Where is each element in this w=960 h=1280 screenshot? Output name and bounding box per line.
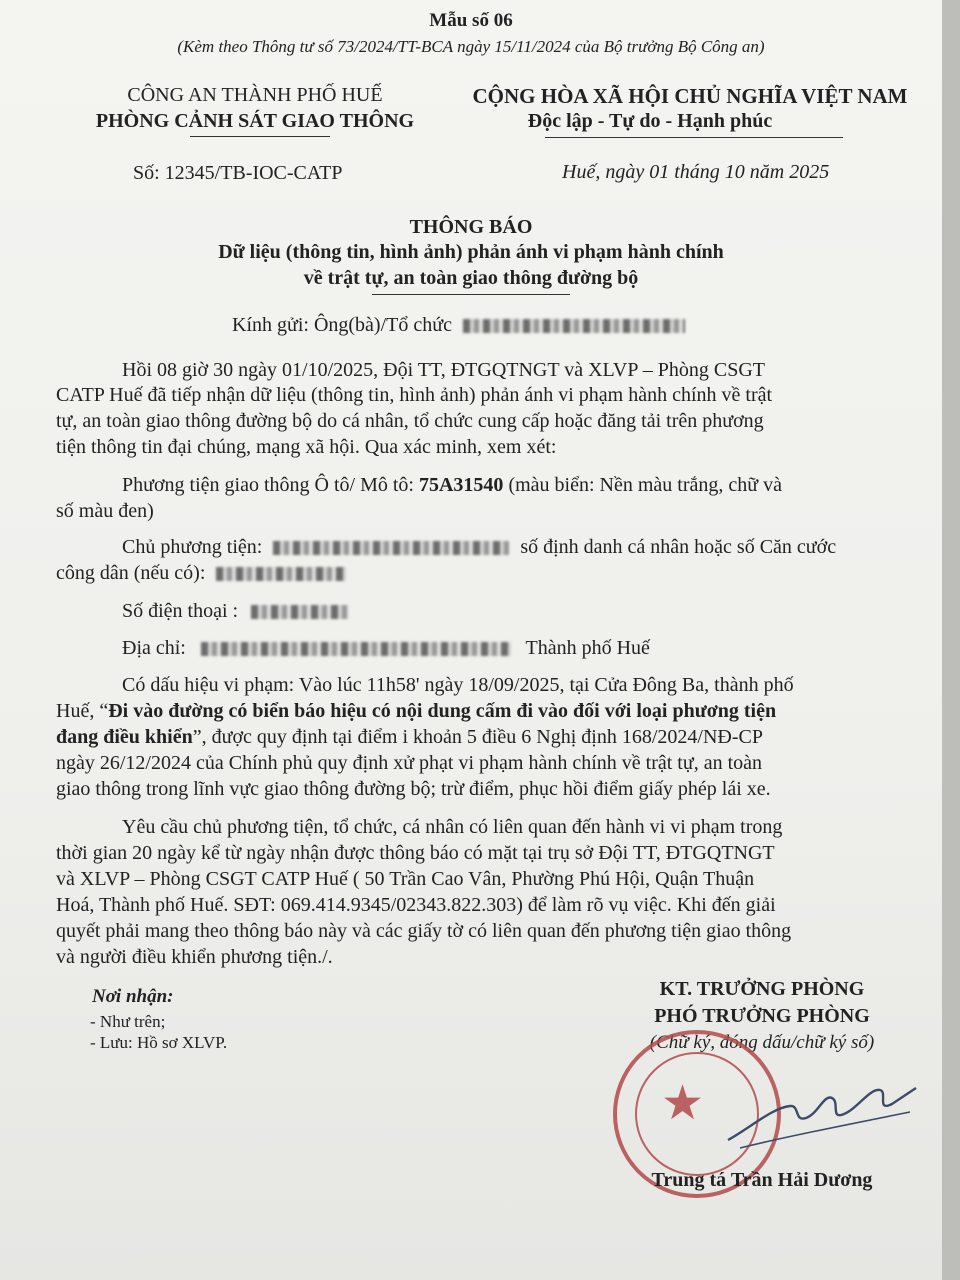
- request-line1: Yêu cầu chủ phương tiện, tổ chức, cá nhân có liên quan đến hành vi vi phạm trong: [122, 816, 783, 838]
- department-underline: [190, 136, 330, 137]
- recipient-line: [232, 314, 685, 337]
- star-icon: ★: [661, 1077, 705, 1130]
- nation-name: CỘNG HÒA XÃ HỘI CHỦ NGHĨA VIỆT NAM: [472, 84, 908, 108]
- license-plate: 75A31540: [418, 474, 504, 496]
- signer-name: Trung tá Trần Hải Dương: [651, 1169, 873, 1191]
- document-subtitle-line1: Dữ liệu (thông tin, hình ảnh) phản ánh vi phạm hành chính: [218, 241, 724, 263]
- violation-description: Đi vào đường có biển báo hiệu có nội dung cấm đi vào đối với loại phương tiện: [108, 700, 777, 722]
- motto-underline: [545, 137, 843, 138]
- violation-prefix: Huế, “: [56, 700, 109, 722]
- owner-label: Chủ phương tiện:: [122, 536, 263, 558]
- department-name: PHÒNG CẢNH SÁT GIAO THÔNG: [95, 110, 415, 132]
- redacted-address: [201, 642, 511, 656]
- form-attachment-note: (Kèm theo Thông tư số 73/2024/TT-BCA ngày 15/11/2024 của Bộ trưởng Bộ Công an): [177, 37, 765, 56]
- citizen-id-label: công dân (nếu có):: [56, 562, 206, 584]
- violation-line3: [56, 726, 763, 749]
- paragraph1-line1: Hồi 08 giờ 30 ngày 01/10/2025, Đội TT, ĐTGQTNGT và XLVP – Phòng CSGT: [122, 359, 765, 381]
- recipients-item: - Lưu: Hồ sơ XLVP.: [90, 1033, 228, 1052]
- violation-line4: ngày 26/12/2024 của Chính phủ quy định xử phạt vi phạm hành chính về trật tự, an toàn: [56, 752, 763, 774]
- vehicle-line2: số màu đen): [56, 500, 154, 522]
- address-label: Địa chỉ:: [122, 637, 186, 659]
- phone-line: [122, 600, 349, 623]
- phone-label: Số điện thoại :: [122, 600, 239, 622]
- national-motto: Độc lập - Tự do - Hạnh phúc: [527, 110, 773, 132]
- signature-role-1: KT. TRƯỞNG PHÒNG: [659, 978, 865, 1000]
- request-line5: quyết phải mang theo thông báo này và các giấy tờ có liên quan đến phương tiện giao thông: [56, 920, 792, 942]
- vehicle-line: [122, 474, 782, 497]
- redacted-recipient: [463, 319, 685, 333]
- signature-note: (Chữ ký, đóng dấu/chữ ký số): [649, 1032, 875, 1053]
- request-line3: và XLVP – Phòng CSGT CATP Huế ( 50 Trần Cao Vân, Phường Phú Hội, Quận Thuận: [56, 868, 755, 890]
- redacted-phone: [251, 605, 349, 619]
- address-line: [122, 637, 650, 660]
- violation-description-end: đang điều khiển: [56, 726, 193, 748]
- violation-legal-basis: ”, được quy định tại điểm i khoản 5 điều 6 Nghị định 168/2024/NĐ-CP: [192, 726, 763, 748]
- owner-id-note: số định danh cá nhân hoặc số Căn cước: [520, 536, 837, 558]
- paragraph1-line3: tự, an toàn giao thông đường bộ do cá nhân, tổ chức cung cấp hoặc đăng tải trên phương: [56, 410, 764, 432]
- plate-color-note: (màu biển: Nền màu trắng, chữ và: [503, 474, 782, 496]
- request-line4: Hoá, Thành phố Huế. SĐT: 069.414.9345/02343.822.303) để làm rõ vụ việc. Khi đến giải: [56, 894, 776, 916]
- recipients-item: - Như trên;: [90, 1012, 166, 1031]
- form-number: Mẫu số 06: [429, 10, 513, 31]
- handwritten-signature: [720, 1068, 920, 1158]
- request-line2: thời gian 20 ngày kể từ ngày nhận được thông báo có mặt tại trụ sở Đội TT, ĐTGQTNGT: [56, 842, 775, 864]
- agency-name: CÔNG AN THÀNH PHỐ HUẾ: [127, 84, 383, 106]
- recipient-label: Kính gửi: Ông(bà)/Tổ chức: [232, 314, 452, 336]
- address-city: Thành phố Huế: [525, 637, 650, 659]
- recipients-label: Nơi nhận:: [92, 986, 174, 1007]
- request-line6: và người điều khiển phương tiện./.: [56, 946, 333, 968]
- title-underline: [372, 294, 570, 295]
- place-date: Huế, ngày 01 tháng 10 năm 2025: [562, 161, 830, 183]
- violation-line1: Có dấu hiệu vi phạm: Vào lúc 11h58' ngày 18/09/2025, tại Cửa Đông Ba, thành phố: [122, 674, 794, 696]
- document-title: THÔNG BÁO: [409, 216, 533, 238]
- page-shadow-edge: [942, 0, 960, 1280]
- document-number: Số: 12345/TB-IOC-CATP: [133, 162, 343, 184]
- violation-line5: giao thông trong lĩnh vực giao thông đường bộ; trừ điểm, phục hồi điểm giấy phép lái xe.: [56, 778, 771, 800]
- violation-line2: [56, 700, 776, 723]
- citizen-id-line: [56, 562, 346, 585]
- vehicle-label: Phương tiện giao thông Ô tô/ Mô tô:: [122, 474, 419, 496]
- paragraph1-line4: tiện thông tin đại chúng, mạng xã hội. Qua xác minh, xem xét:: [56, 436, 557, 458]
- signature-role-2: PHÓ TRƯỞNG PHÒNG: [654, 1005, 870, 1027]
- redacted-citizen-id: [216, 567, 346, 581]
- redacted-owner: [273, 541, 509, 555]
- paragraph1-line2: CATP Huế đã tiếp nhận dữ liệu (thông tin, hình ảnh) phản ánh vi phạm hành chính về trật: [56, 384, 773, 406]
- owner-line: [122, 536, 836, 559]
- document-subtitle-line2: về trật tự, an toàn giao thông đường bộ: [303, 267, 639, 289]
